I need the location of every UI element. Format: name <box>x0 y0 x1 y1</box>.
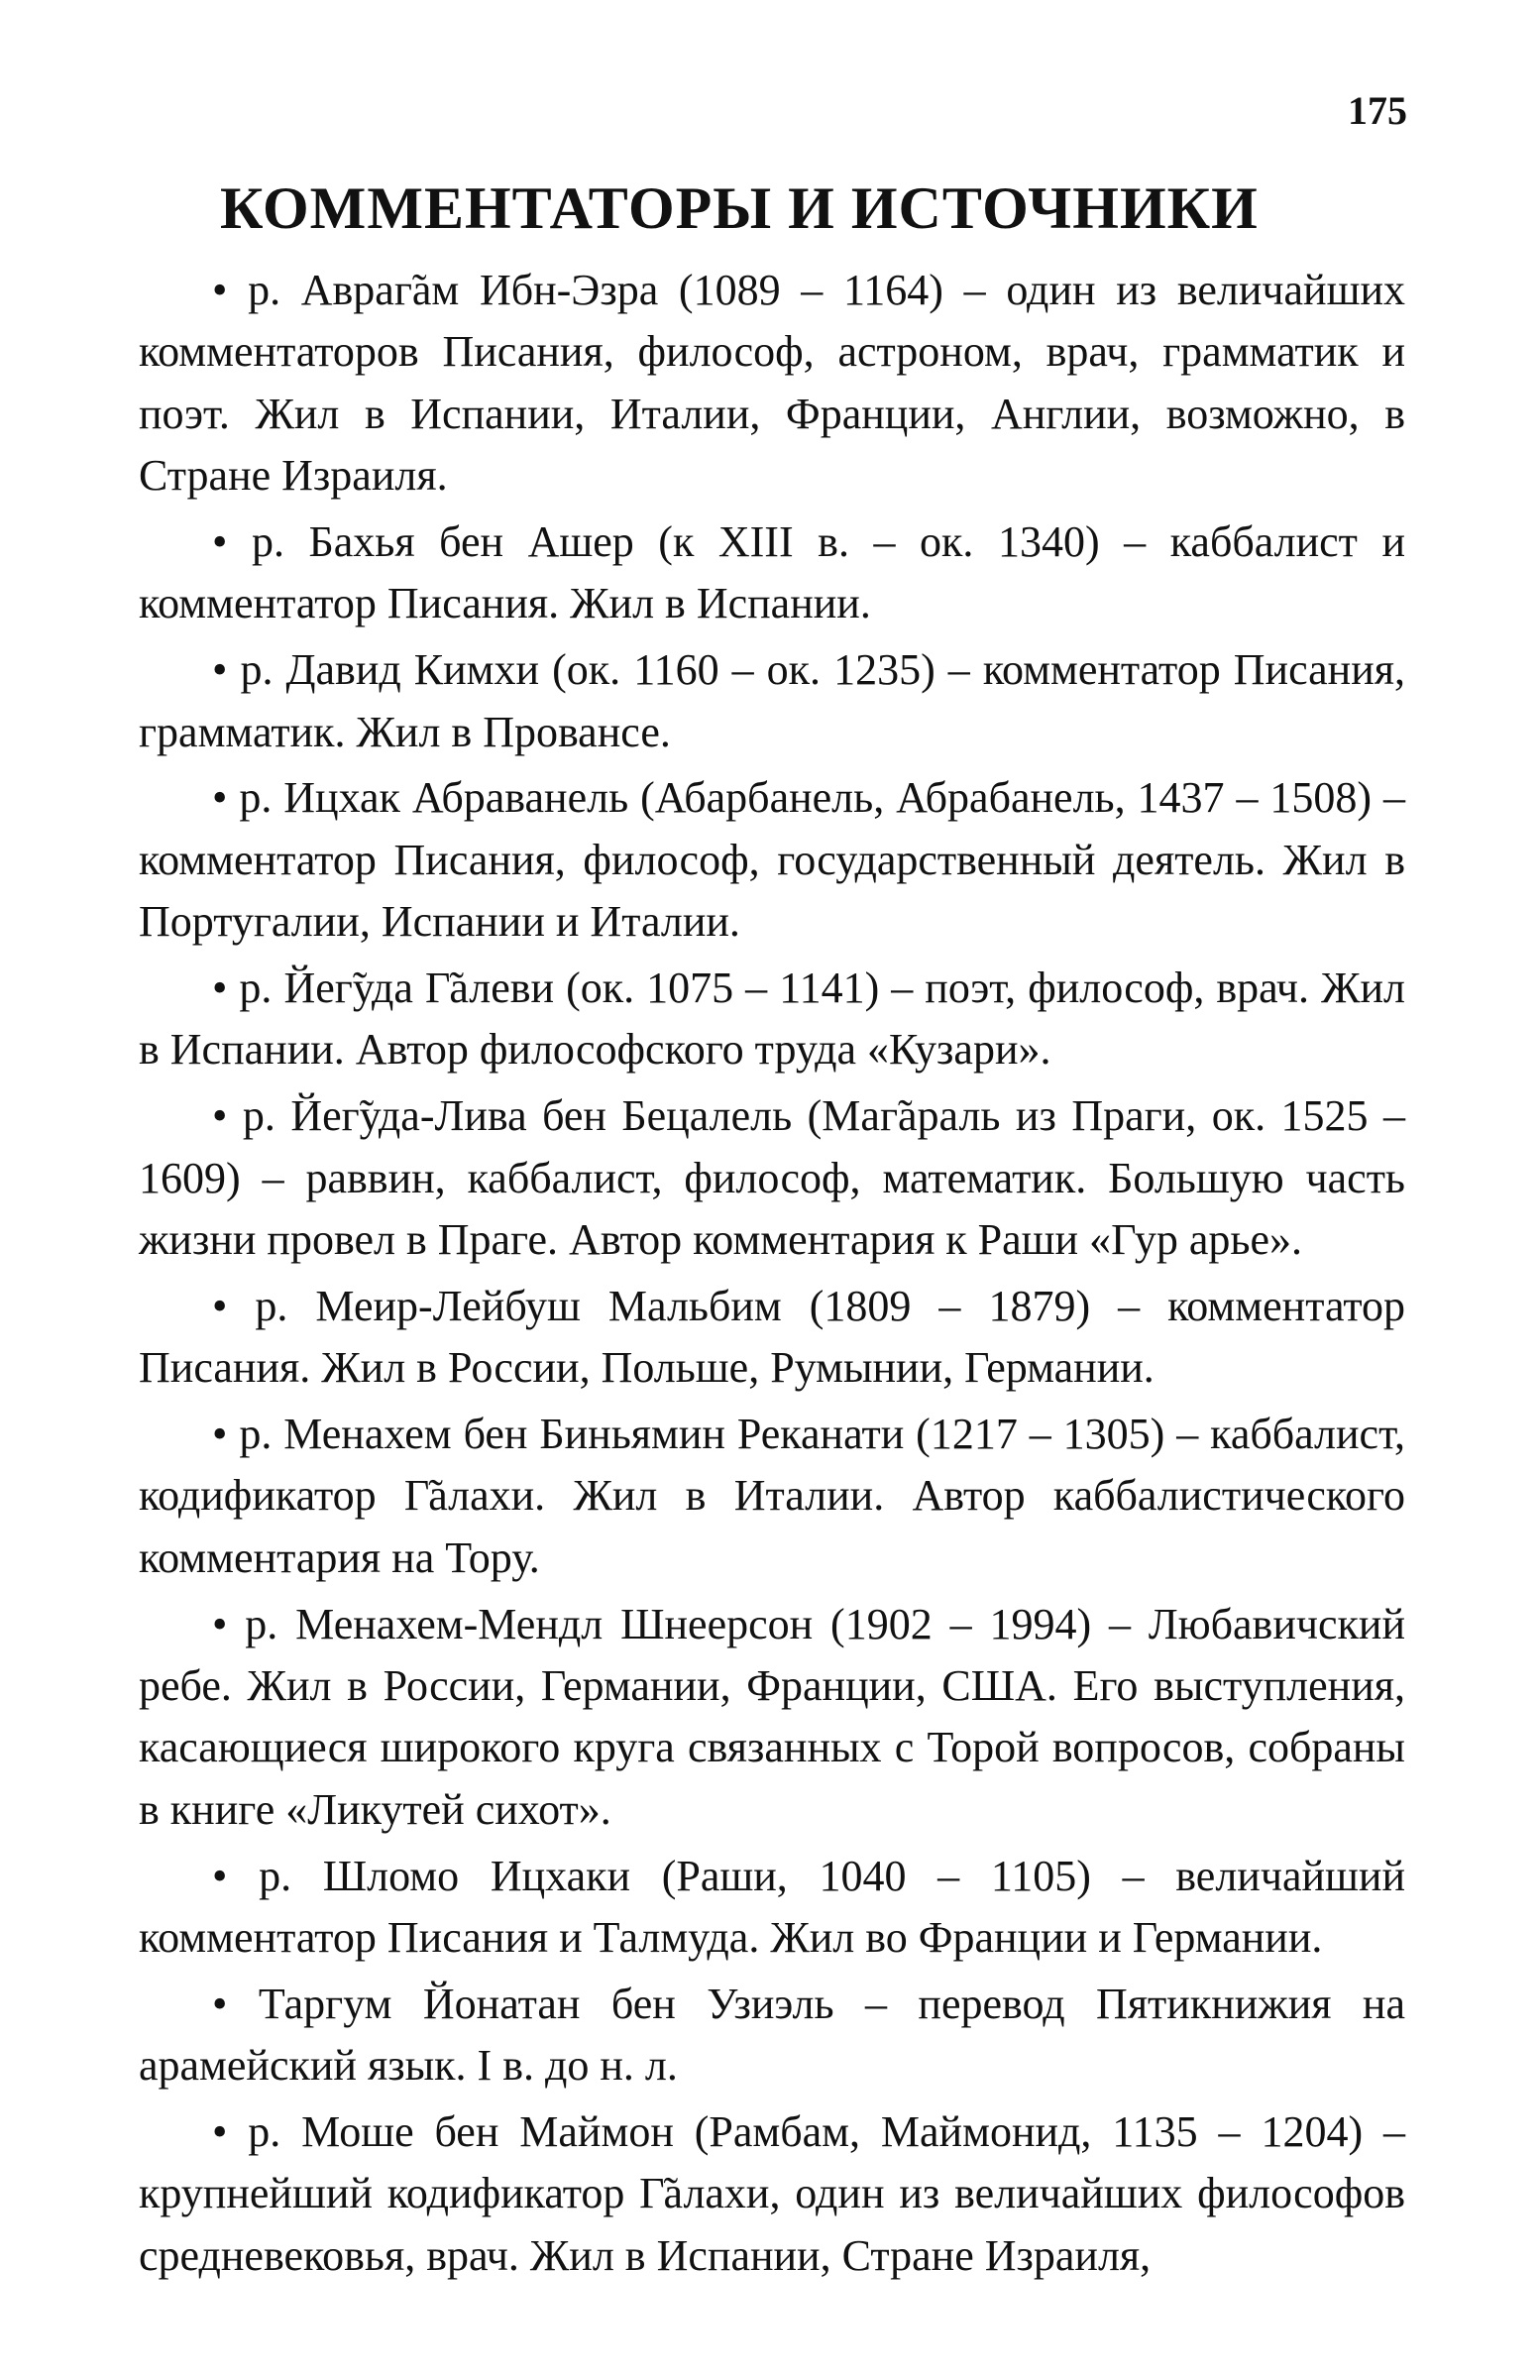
entry-targum-yonatan: • Таргум Йонатан бен Узиэль – перевод Пятикнижия на арамейский язык. I в. до н. л. <box>139 1979 1405 2091</box>
section-title: КОММЕНТАТОРЫ И ИСТОЧНИКИ <box>220 175 1259 241</box>
entry-maharal: • р. Йег̃уда-Лива бен Бецалель (Маг̃араль из Праги, ок. 1525 – 1609) – раввин, каббалист, философ, математик. Большую часть жизни провел в Праге. Автор комментария к Раши «Гур арье». <box>139 1091 1405 1265</box>
entry-recanati: • р. Менахем бен Биньямин Реканати (1217 – 1305) – каббалист, кодификатор Г̃алахи. Жил в Италии. Автор каббалистического комментария на Тору. <box>139 1410 1405 1582</box>
entry-malbim: • р. Меир-Лейбуш Мальбим (1809 – 1879) – комментатор Писания. Жил в России, Польше, Румынии, Германии. <box>139 1281 1405 1393</box>
entry-david-kimhi: • р. Давид Кимхи (ок. 1160 – ок. 1235) – комментатор Писания, грамматик. Жил в Провансе. <box>139 645 1405 756</box>
commentators-list <box>139 260 1405 2292</box>
entry-yehuda-halevi: • р. Йег̃уда Г̃алеви (ок. 1075 – 1141) – поэт, философ, врач. Жил в Испании. Автор философского труда «Кузари». <box>139 963 1405 1075</box>
entry-schneerson: • р. Менахем-Мендл Шнеерсон (1902 – 1994) – Любавичский ребе. Жил в России, Германии, Франции, США. Его выступления, касающиеся широкого круга связанных с Торой вопросов, собраны в книге «Ликутей сихот». <box>139 1599 1405 1834</box>
entry-ibn-ezra: • р. Авраг̃ам Ибн-Эзра (1089 – 1164) – один из величайших комментаторов Писания, философ, астроном, врач, грамматик и поэт. Жил в Испании, Италии, Франции, Англии, возможно, в Стране Израиля. <box>139 266 1405 501</box>
entry-abravanel: • р. Ицхак Абраванель (Абарбанель, Абрабанель, 1437 – 1508) – комментатор Писания, философ, государственный деятель. Жил в Португалии, Испании и Италии. <box>139 773 1405 947</box>
entry-rambam: • р. Моше бен Маймон (Рамбам, Маймонид, 1135 – 1204) – крупнейший кодификатор Г̃алахи, один из величайших философов средневековья, врач. Жил в Испании, Стране Израиля, <box>139 2107 1405 2280</box>
entry-rashi: • р. Шломо Ицхаки (Раши, 1040 – 1105) – величайший комментатор Писания и Талмуда. Жил во Франции и Германии. <box>139 1851 1405 1963</box>
entry-bahya-ben-asher: • р. Бахья бен Ашер (к XIII в. – ок. 1340) – каббалист и комментатор Писания. Жил в Испании. <box>139 517 1405 628</box>
page-number: 175 <box>1348 88 1407 133</box>
